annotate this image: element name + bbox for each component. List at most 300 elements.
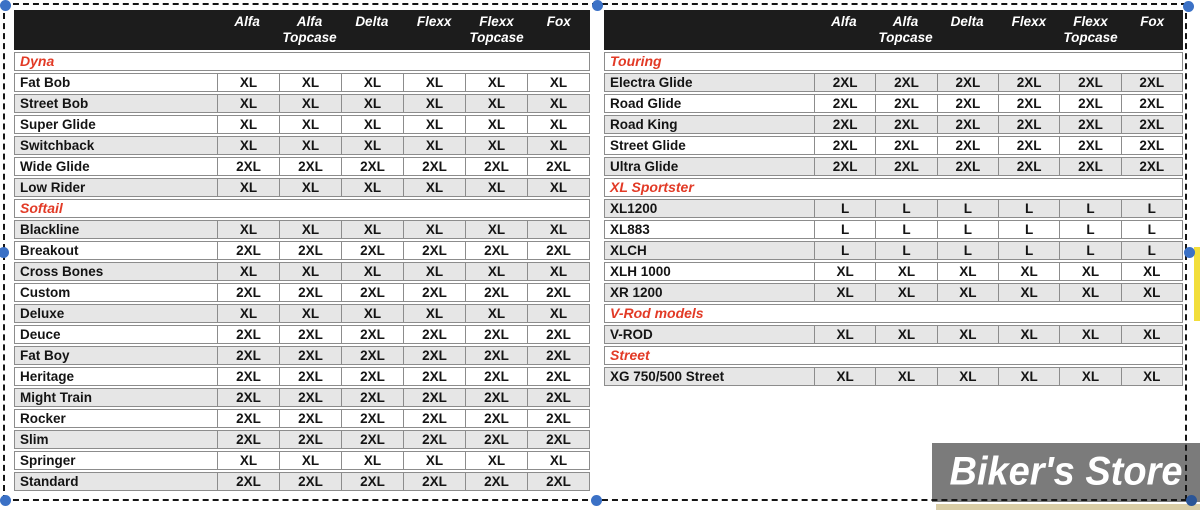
size-cell: XL [341, 116, 403, 133]
size-cell: L [1121, 242, 1182, 259]
size-cell: 2XL [527, 242, 589, 259]
size-cell: 2XL [279, 389, 341, 406]
size-cell: XL [937, 263, 998, 280]
size-cell: 2XL [403, 284, 465, 301]
size-cell: 2XL [527, 389, 589, 406]
size-cell: XL [1059, 326, 1120, 343]
size-cell: XL [465, 263, 527, 280]
section-header: Softail [14, 199, 590, 218]
size-cell: 2XL [279, 242, 341, 259]
size-cell: 2XL [403, 431, 465, 448]
header-label-spacer [14, 10, 216, 50]
size-cell: 2XL [217, 368, 279, 385]
model-name-cell: Low Rider [20, 180, 86, 195]
size-cell: XL [1059, 284, 1120, 301]
model-name-cell: Fat Boy [20, 348, 70, 363]
selection-handle-middle-left[interactable] [0, 247, 9, 258]
size-cell: 2XL [217, 242, 279, 259]
size-cell: XL [875, 368, 936, 385]
size-cell: XL [341, 95, 403, 112]
size-cell: XL [527, 95, 589, 112]
model-name-cell: Road Glide [610, 96, 682, 111]
size-cell: XL [341, 221, 403, 238]
size-cell: XL [998, 263, 1059, 280]
size-cell: L [814, 200, 875, 217]
size-cell: 2XL [875, 95, 936, 112]
size-cell: XL [217, 74, 279, 91]
size-cell: 2XL [341, 368, 403, 385]
table-row [604, 367, 1183, 386]
size-cell: L [875, 242, 936, 259]
column-header [1060, 10, 1122, 50]
size-cell: XL [403, 263, 465, 280]
table-row [14, 367, 590, 386]
size-cell: XL [403, 179, 465, 196]
size-cell: 2XL [1121, 74, 1182, 91]
size-cell: 2XL [341, 326, 403, 343]
column-header [998, 10, 1060, 50]
size-cell: 2XL [465, 473, 527, 490]
selection-handle-middle-right[interactable] [1184, 247, 1195, 258]
table-row [604, 157, 1183, 176]
column-header-name: Flexx [1011, 14, 1047, 29]
size-cell: XL [527, 263, 589, 280]
table-row [14, 157, 590, 176]
column-header-sub: Topcase [469, 30, 524, 45]
size-cell: XL [279, 116, 341, 133]
column-header-name: Delta [950, 14, 984, 29]
size-cell: 2XL [465, 242, 527, 259]
section-header: Street [604, 346, 1183, 365]
table-row [14, 73, 590, 92]
size-cell: XL [1059, 263, 1120, 280]
size-cell: 2XL [217, 326, 279, 343]
selection-handle-bottom-middle[interactable] [591, 495, 602, 506]
table-row [14, 241, 590, 260]
size-cell: 2XL [217, 158, 279, 175]
size-cell: 2XL [1059, 95, 1120, 112]
size-cell: XL [341, 179, 403, 196]
table-row [14, 430, 590, 449]
table-row [14, 388, 590, 407]
model-name-cell: Cross Bones [20, 264, 104, 279]
size-cell: XL [465, 221, 527, 238]
table-row [14, 472, 590, 491]
column-header-name: Delta [355, 14, 389, 29]
size-cell: 2XL [341, 242, 403, 259]
size-cell: L [937, 221, 998, 238]
size-cell: XL [279, 95, 341, 112]
size-cell: 2XL [217, 389, 279, 406]
brand-logo-text: Biker's Store [949, 449, 1183, 495]
size-cell: 2XL [341, 347, 403, 364]
table-header [14, 10, 590, 50]
size-cell: XL [875, 284, 936, 301]
size-cell: XL [875, 263, 936, 280]
size-cell: XL [279, 221, 341, 238]
size-cell: 2XL [527, 368, 589, 385]
size-cell: 2XL [465, 389, 527, 406]
model-name-cell: Wide Glide [20, 159, 90, 174]
table-row [14, 304, 590, 323]
size-cell: XL [341, 452, 403, 469]
size-cell: 2XL [875, 137, 936, 154]
model-name-cell: Deluxe [20, 306, 65, 321]
column-header [875, 10, 937, 50]
table-row [14, 178, 590, 197]
size-cell: 2XL [217, 431, 279, 448]
model-name-cell: XLCH [610, 243, 647, 258]
size-cell: XL [875, 326, 936, 343]
table-row [604, 283, 1183, 302]
model-name-cell: Ultra Glide [610, 159, 679, 174]
model-name-cell: V-ROD [610, 327, 653, 342]
model-name-cell: Custom [20, 285, 71, 300]
size-cell: 2XL [279, 431, 341, 448]
model-name-cell: Deuce [20, 327, 61, 342]
table-row [14, 115, 590, 134]
size-cell: XL [403, 221, 465, 238]
column-header-name: Flexx [479, 14, 514, 29]
table-row [604, 73, 1183, 92]
model-name-cell: Slim [20, 432, 49, 447]
model-name-cell: XR 1200 [610, 285, 663, 300]
column-header [813, 10, 875, 50]
selection-handle-top-right[interactable] [1183, 1, 1194, 12]
table-row [14, 409, 590, 428]
size-cell: XL [279, 305, 341, 322]
size-cell: 2XL [279, 473, 341, 490]
size-cell: 2XL [279, 410, 341, 427]
size-cell: 2XL [465, 326, 527, 343]
model-name-cell: Might Train [20, 390, 92, 405]
table-row [14, 325, 590, 344]
table-row [14, 220, 590, 239]
size-cell: XL [217, 95, 279, 112]
selection-handle-top-left[interactable] [0, 0, 11, 11]
size-cell: XL [1059, 368, 1120, 385]
column-header [216, 10, 278, 50]
size-cell: XL [217, 263, 279, 280]
selection-handle-top-middle[interactable] [592, 0, 603, 11]
size-cell: 2XL [403, 158, 465, 175]
selection-handle-bottom-left[interactable] [0, 495, 11, 506]
size-cell: 2XL [341, 473, 403, 490]
model-name-cell: Street Bob [20, 96, 89, 111]
table-row [604, 199, 1183, 218]
page-edge-highlight [1194, 247, 1200, 321]
table-row [14, 94, 590, 113]
column-header-sub: Topcase [1063, 30, 1118, 45]
column-header-name: Fox [546, 14, 571, 29]
column-header-name: Alfa [296, 14, 323, 29]
column-header-name: Flexx [416, 14, 452, 29]
size-cell: 2XL [279, 284, 341, 301]
column-header [465, 10, 527, 50]
size-cell: 2XL [527, 431, 589, 448]
size-cell: L [998, 242, 1059, 259]
size-cell: L [1059, 200, 1120, 217]
size-cell: XL [527, 137, 589, 154]
size-cell: 2XL [527, 347, 589, 364]
size-cell: XL [403, 95, 465, 112]
model-name-cell: Switchback [20, 138, 95, 153]
table-row [604, 136, 1183, 155]
size-cell: 2XL [403, 410, 465, 427]
size-cell: 2XL [814, 137, 875, 154]
size-cell: L [1059, 221, 1120, 238]
size-cell: XL [1121, 263, 1182, 280]
size-cell: L [814, 221, 875, 238]
size-cell: XL [465, 452, 527, 469]
size-cell: XL [465, 74, 527, 91]
size-cell: XL [279, 137, 341, 154]
table-row [14, 451, 590, 470]
table-header [604, 10, 1183, 50]
size-cell: 2XL [527, 326, 589, 343]
table-row [604, 94, 1183, 113]
size-cell: 2XL [998, 116, 1059, 133]
selection-handle-bottom-right[interactable] [1186, 495, 1197, 506]
size-cell: XL [403, 116, 465, 133]
model-name-cell: Super Glide [20, 117, 96, 132]
size-cell: 2XL [279, 347, 341, 364]
size-cell: 2XL [998, 158, 1059, 175]
size-cell: 2XL [341, 431, 403, 448]
size-cell: 2XL [1121, 116, 1182, 133]
column-header [403, 10, 465, 50]
size-cell: 2XL [403, 368, 465, 385]
size-cell: XL [465, 116, 527, 133]
size-cell: L [1121, 221, 1182, 238]
model-name-cell: Street Glide [610, 138, 686, 153]
size-cell: 2XL [465, 431, 527, 448]
size-cell: XL [998, 368, 1059, 385]
size-cell: 2XL [465, 347, 527, 364]
section-header: Touring [604, 52, 1183, 71]
size-cell: XL [279, 74, 341, 91]
size-cell: 2XL [937, 158, 998, 175]
size-cell: 2XL [937, 137, 998, 154]
size-cell: 2XL [1059, 116, 1120, 133]
size-cell: 2XL [341, 158, 403, 175]
size-cell: 2XL [279, 158, 341, 175]
size-cell: 2XL [341, 410, 403, 427]
size-cell: 2XL [527, 158, 589, 175]
column-header-name: Alfa [831, 14, 857, 29]
size-cell: 2XL [1059, 158, 1120, 175]
model-name-cell: Breakout [20, 243, 79, 258]
size-cell: 2XL [1059, 137, 1120, 154]
size-cell: 2XL [465, 368, 527, 385]
size-cell: XL [217, 305, 279, 322]
section-header: XL Sportster [604, 178, 1183, 197]
size-cell: 2XL [937, 116, 998, 133]
column-header [528, 10, 590, 50]
size-cell: XL [217, 137, 279, 154]
model-name-cell: XL883 [610, 222, 650, 237]
size-cell: 2XL [814, 158, 875, 175]
size-cell: 2XL [217, 347, 279, 364]
size-cell: 2XL [527, 473, 589, 490]
size-cell: XL [814, 263, 875, 280]
size-cell: XL [341, 305, 403, 322]
size-cell: XL [403, 137, 465, 154]
column-header [341, 10, 403, 50]
size-cell: XL [279, 452, 341, 469]
size-cell: 2XL [1121, 137, 1182, 154]
size-cell: XL [527, 179, 589, 196]
page-edge-shadow [936, 504, 1200, 510]
model-name-cell: Road King [610, 117, 678, 132]
size-table-right [604, 10, 1183, 388]
model-name-cell: Heritage [20, 369, 75, 384]
table-row [604, 241, 1183, 260]
size-cell: 2XL [465, 410, 527, 427]
column-header [1121, 10, 1183, 50]
size-cell: XL [465, 179, 527, 196]
size-cell: XL [1121, 326, 1182, 343]
model-name-cell: XG 750/500 Street [610, 369, 725, 384]
table-row [604, 115, 1183, 134]
size-cell: 2XL [875, 74, 936, 91]
size-cell: XL [217, 116, 279, 133]
size-cell: 2XL [279, 326, 341, 343]
size-cell: XL [527, 452, 589, 469]
size-cell: XL [527, 221, 589, 238]
size-cell: 2XL [341, 284, 403, 301]
size-cell: 2XL [217, 473, 279, 490]
size-cell: XL [1121, 368, 1182, 385]
size-cell: L [875, 221, 936, 238]
size-cell: 2XL [403, 347, 465, 364]
table-row [604, 220, 1183, 239]
size-cell: XL [465, 137, 527, 154]
table-row [14, 283, 590, 302]
size-cell: XL [937, 368, 998, 385]
table-row [14, 136, 590, 155]
size-cell: 2XL [1121, 95, 1182, 112]
size-cell: XL [279, 179, 341, 196]
column-header [936, 10, 998, 50]
table-row [604, 325, 1183, 344]
size-cell: 2XL [217, 284, 279, 301]
model-name-cell: Electra Glide [610, 75, 693, 90]
size-cell: XL [814, 368, 875, 385]
size-cell: XL [341, 263, 403, 280]
column-header-name: Alfa [234, 14, 260, 29]
size-cell: 2XL [341, 389, 403, 406]
column-header-sub: Topcase [282, 30, 337, 45]
column-header [278, 10, 340, 50]
model-name-cell: Springer [20, 453, 76, 468]
size-cell: XL [279, 263, 341, 280]
model-name-cell: XL1200 [610, 201, 658, 216]
size-cell: L [1059, 242, 1120, 259]
size-cell: XL [217, 221, 279, 238]
model-name-cell: Rocker [20, 411, 66, 426]
size-cell: XL [341, 74, 403, 91]
size-cell: XL [527, 116, 589, 133]
size-cell: XL [403, 452, 465, 469]
size-cell: 2XL [998, 74, 1059, 91]
size-cell: 2XL [527, 284, 589, 301]
size-cell: XL [217, 452, 279, 469]
size-cell: 2XL [937, 95, 998, 112]
size-cell: 2XL [937, 74, 998, 91]
size-cell: 2XL [403, 326, 465, 343]
size-cell: L [875, 200, 936, 217]
size-cell: L [998, 200, 1059, 217]
size-cell: 2XL [1059, 74, 1120, 91]
size-cell: L [814, 242, 875, 259]
size-cell: 2XL [875, 158, 936, 175]
size-cell: XL [403, 305, 465, 322]
size-cell: 2XL [403, 389, 465, 406]
size-cell: 2XL [465, 284, 527, 301]
size-cell: 2XL [1121, 158, 1182, 175]
size-cell: XL [814, 326, 875, 343]
size-cell: XL [465, 305, 527, 322]
size-cell: 2XL [998, 95, 1059, 112]
column-header-sub: Topcase [878, 30, 933, 45]
size-cell: XL [998, 284, 1059, 301]
table-row [14, 262, 590, 281]
size-cell: L [998, 221, 1059, 238]
size-cell: XL [341, 137, 403, 154]
size-cell: 2XL [527, 410, 589, 427]
size-cell: XL [527, 74, 589, 91]
header-label-spacer [604, 10, 813, 50]
column-header-name: Flexx [1073, 14, 1108, 29]
size-cell: 2XL [814, 74, 875, 91]
size-cell: XL [527, 305, 589, 322]
size-cell: 2XL [875, 116, 936, 133]
size-cell: XL [465, 95, 527, 112]
size-cell: 2XL [998, 137, 1059, 154]
size-cell: XL [998, 326, 1059, 343]
size-cell: XL [1121, 284, 1182, 301]
size-cell: 2XL [814, 116, 875, 133]
size-cell: L [937, 200, 998, 217]
section-header: Dyna [14, 52, 590, 71]
size-cell: 2XL [403, 473, 465, 490]
size-cell: 2XL [279, 368, 341, 385]
size-cell: L [937, 242, 998, 259]
column-header-name: Alfa [892, 14, 919, 29]
size-cell: 2XL [217, 410, 279, 427]
table-row [14, 346, 590, 365]
model-name-cell: XLH 1000 [610, 264, 671, 279]
model-name-cell: Standard [20, 474, 79, 489]
size-cell: XL [814, 284, 875, 301]
model-name-cell: Fat Bob [20, 75, 71, 90]
brand-logo [932, 443, 1200, 502]
size-cell: 2XL [403, 242, 465, 259]
column-header-name: Fox [1140, 14, 1165, 29]
section-header: V-Rod models [604, 304, 1183, 323]
size-cell: XL [403, 74, 465, 91]
size-cell: L [1121, 200, 1182, 217]
size-cell: 2XL [814, 95, 875, 112]
size-cell: XL [937, 326, 998, 343]
model-name-cell: Blackline [20, 222, 80, 237]
table-row [604, 262, 1183, 281]
size-cell: XL [217, 179, 279, 196]
size-cell: XL [937, 284, 998, 301]
size-table-left [14, 10, 590, 493]
size-cell: 2XL [465, 158, 527, 175]
